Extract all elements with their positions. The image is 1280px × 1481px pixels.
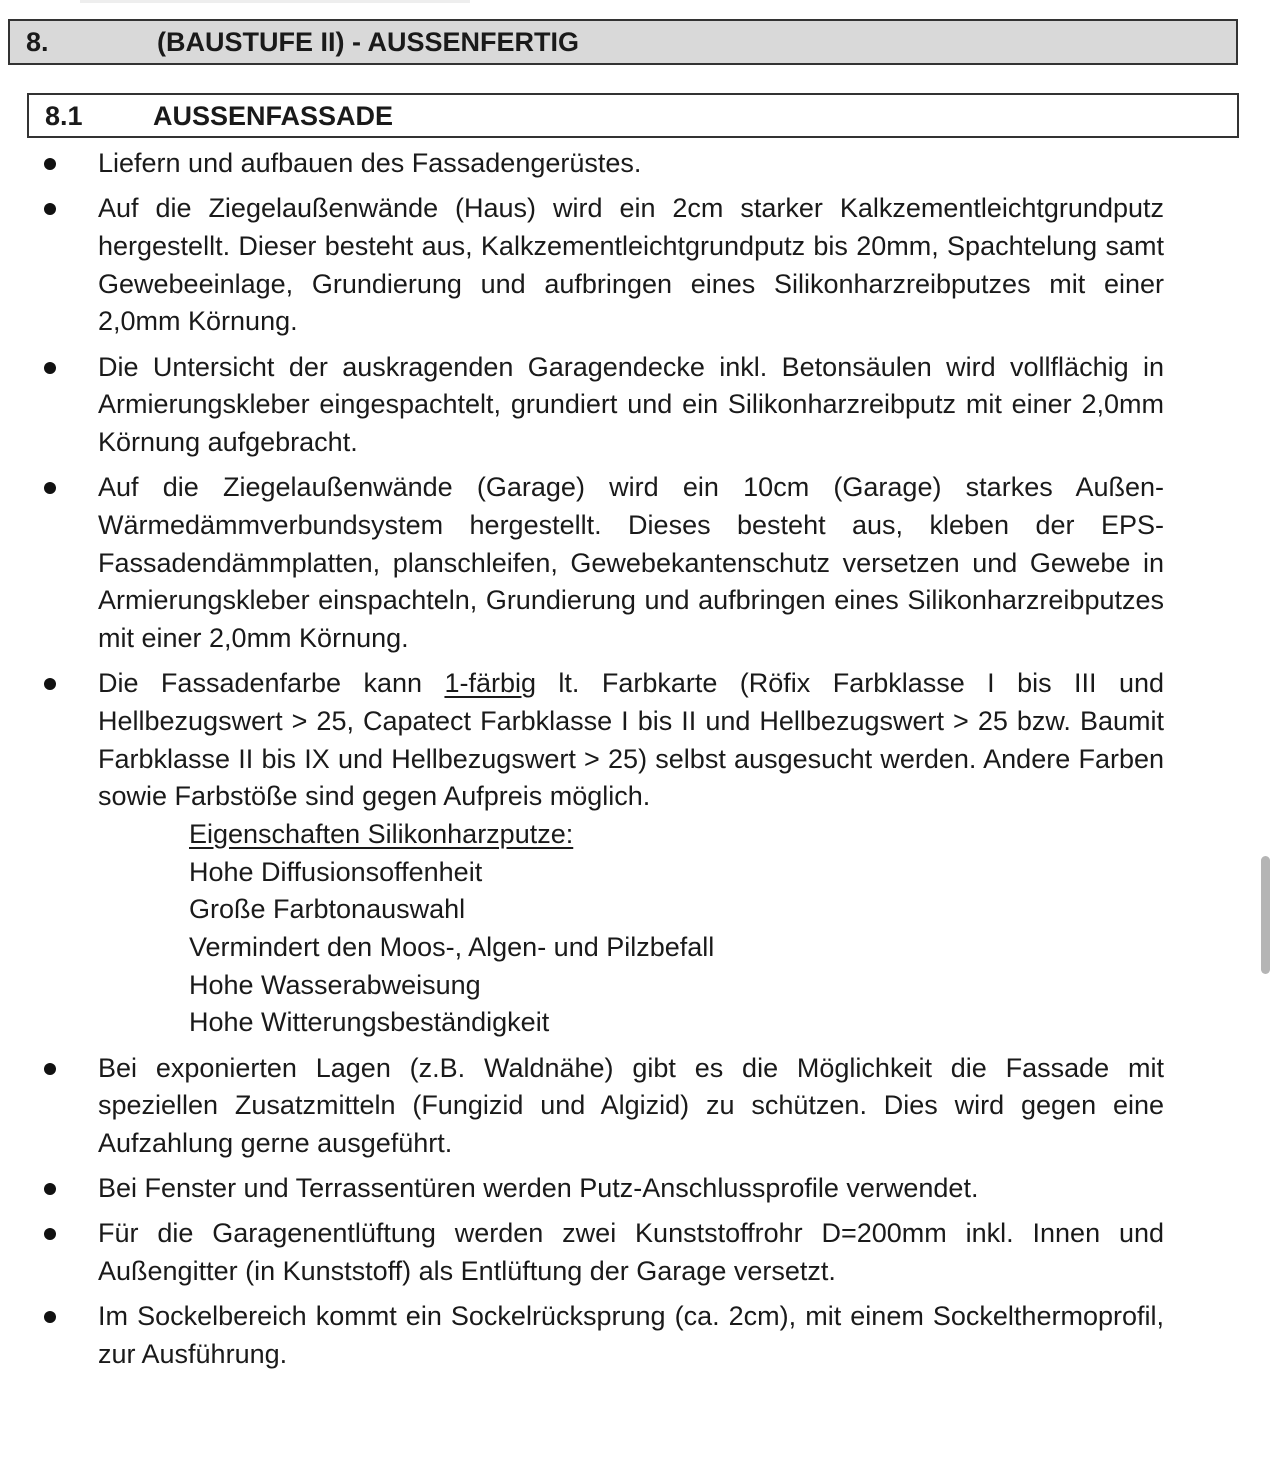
chapter-title: (BAUSTUFE II) - AUSSENFERTIG xyxy=(157,27,579,57)
list-item-text xyxy=(98,665,1164,816)
list-item xyxy=(38,1170,1164,1208)
list-item xyxy=(38,469,1164,658)
list-item xyxy=(38,1215,1164,1290)
property-item: Große Farbtonauswahl xyxy=(189,894,466,925)
property-item: Hohe Diffusionsoffenheit xyxy=(189,856,483,887)
section-title: AUSSENFASSADE xyxy=(153,101,394,131)
list-item-text: Für die Garagenentlüftung werden zwei Kunststoffrohr D=200mm inkl. Innen und Außengitter (in Kunststoff) als Entlüftung der Garage versetzt. xyxy=(98,1218,1164,1287)
list-item xyxy=(38,145,1164,183)
section-header xyxy=(27,93,1239,138)
bullet-icon xyxy=(44,203,56,215)
list-item-text: Auf die Ziegelaußenwände (Garage) wird ein 10cm (Garage) starkes Außen-Wärmedämmverbundsystem hergestellt. Dieses besteht aus, kleben der EPS-Fassadendämmplatten, planschleifen, Gewebekantenschutz versetzen und Gewebe in Armierungskleber einspachteln, Grundierung und aufbringen eines Silikonharzreibputzes mit einer 2,0mm Körnung. xyxy=(98,472,1164,653)
list-item xyxy=(38,349,1164,462)
properties-heading xyxy=(189,816,1164,854)
bullet-icon xyxy=(44,482,56,494)
color-text-before: Die Fassadenfarbe kann xyxy=(98,668,445,699)
list-item xyxy=(38,190,1164,341)
section-number: 8.1 xyxy=(45,101,83,131)
property-item: Vermindert den Moos-, Algen- und Pilzbefall xyxy=(189,932,715,963)
chapter-header xyxy=(8,19,1238,65)
properties-list xyxy=(98,816,1164,1042)
bullet-icon xyxy=(44,1183,56,1195)
bullet-icon xyxy=(44,362,56,374)
list-item xyxy=(38,1298,1164,1373)
bullet-icon xyxy=(44,158,56,170)
property-item: Hohe Witterungsbeständigkeit xyxy=(189,1007,550,1038)
bullet-icon xyxy=(44,678,56,690)
list-item-text: Bei Fenster und Terrassentüren werden Putz-Anschlussprofile verwendet. xyxy=(98,1173,979,1204)
property-item: Hohe Wasserabweisung xyxy=(189,969,481,1000)
properties-heading-text: Eigenschaften Silikonharzputze: xyxy=(189,818,574,849)
list-item-text: Liefern und aufbauen des Fassadengerüstes. xyxy=(98,148,642,178)
chapter-number: 8. xyxy=(26,27,49,57)
previous-page-edge xyxy=(80,0,470,3)
list-item-color xyxy=(38,665,1164,1042)
list-item-text: Im Sockelbereich kommt ein Sockelrücksprung (ca. 2cm), mit einem Sockelthermoprofil, zur Ausführung. xyxy=(98,1301,1164,1370)
bullet-icon xyxy=(44,1063,56,1075)
color-text-highlight: 1-färbig xyxy=(444,668,536,699)
list-item-text: Auf die Ziegelaußenwände (Haus) wird ein 2cm starker Kalkzementleichtgrundputz hergestellt. Dieser besteht aus, Kalkzementleichtgrundputz bis 20mm, Spachtelung samt Gewebeeinlage, Grundierung und aufbringen eines Silikonharzreibputzes mit einer 2,0mm Körnung. xyxy=(98,193,1164,337)
vertical-scrollbar[interactable] xyxy=(1261,856,1270,974)
specification-list xyxy=(38,145,1164,1381)
list-item-text: Die Untersicht der auskragenden Garagendecke inkl. Betonsäulen wird vollflächig in Armierungskleber eingespachtelt, grundiert und ein Silikonharzreibputz mit einer 2,0mm Körnung aufgebracht. xyxy=(98,351,1164,457)
list-item-text: Bei exponierten Lagen (z.B. Waldnähe) gibt es die Möglichkeit die Fassade mit speziellen Zusatzmitteln (Fungizid und Algizid) zu schützen. Dies wird gegen eine Aufzahlung gerne ausgeführt. xyxy=(98,1052,1164,1159)
bullet-icon xyxy=(44,1228,56,1240)
color-text-after: lt. Farbkarte (Röfix Farbklasse I bis III und Hellbezugswert > 25, Capatect Farbklasse I bis II und Hellbezugswert > 25 bzw. Baumit Farbklasse II bis IX und Hellbezugswert > 25) selbst ausgesucht werden. Andere Farben sowie Farbstöße sind gegen Aufpreis möglich. xyxy=(98,668,1164,812)
list-item xyxy=(38,1050,1164,1163)
bullet-icon xyxy=(44,1311,56,1323)
